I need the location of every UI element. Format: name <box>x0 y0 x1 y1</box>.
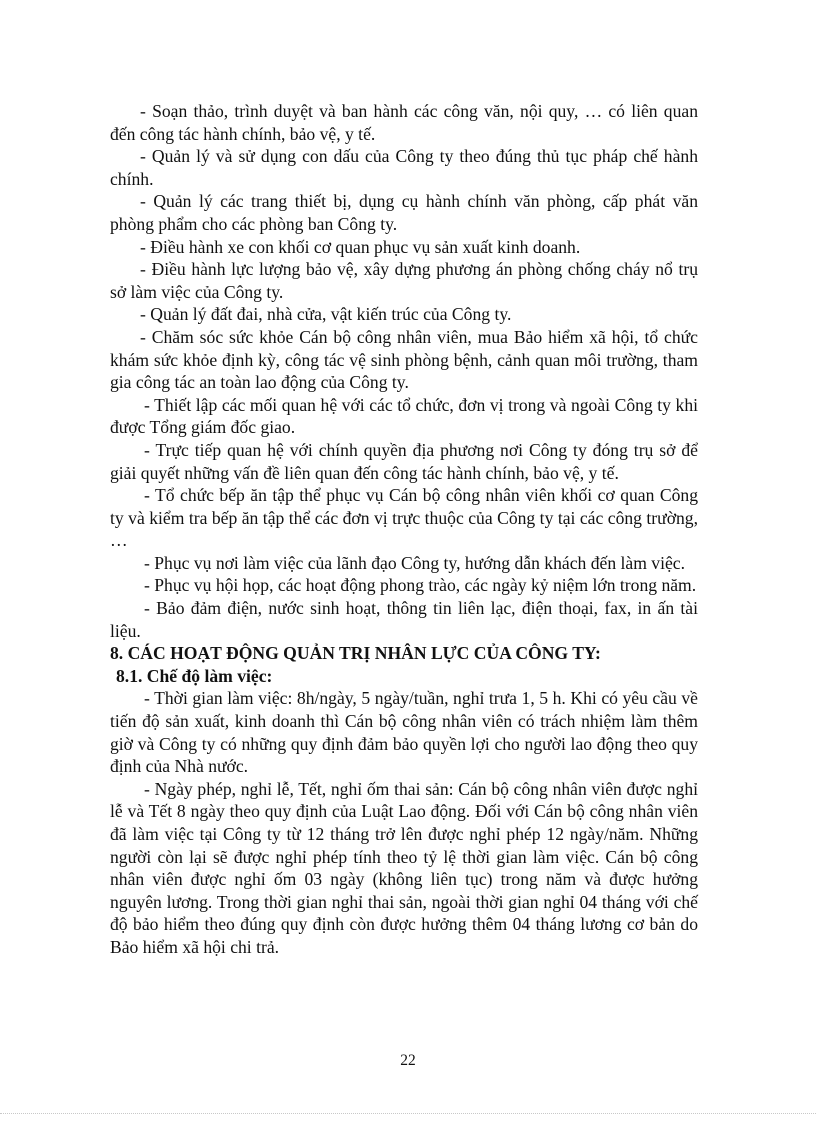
paragraph-local-government: - Trực tiếp quan hệ với chính quyền địa phương nơi Công ty đóng trụ sở để giải quyết những vấn đề liên quan đến công tác hành chính, bảo vệ, y tế. <box>110 439 698 483</box>
paragraph-external-relations: - Thiết lập các mối quan hệ với các tổ chức, đơn vị trong và ngoài Công ty khi được Tổng giám đốc giao. <box>110 394 698 438</box>
paragraph-canteen: - Tổ chức bếp ăn tập thể phục vụ Cán bộ công nhân viên khối cơ quan Công ty và kiểm tra bếp ăn tập thể các đơn vị trực thuộc của Công ty tại các công trường, … <box>110 485 698 551</box>
paragraph-working-hours: - Thời gian làm việc: 8h/ngày, 5 ngày/tuần, nghỉ trưa 1, 5 h. Khi có yêu cầu về tiến độ sản xuất, kinh doanh thì Cán bộ công nhân viên có trách nhiệm làm thêm giờ và Công ty có những quy định đảm bảo quyền lợi cho người lao động theo quy định của Nhà nước. <box>110 688 698 777</box>
paragraph-leave-policy: - Ngày phép, nghỉ lễ, Tết, nghỉ ốm thai sản: Cán bộ công nhân viên được nghỉ lễ và Tết 8 ngày theo quy định của Luật Lao động. Đối với Cán bộ công nhân viên đã làm việc tại Công ty từ 12 tháng trở lên được nghỉ phép 12 ngày/năm. Những người còn lại sẽ được nghỉ phép tính theo tỷ lệ thời gian làm việc. Cán bộ công nhân viên được nghỉ ốm 03 ngày (không liên tục) trong năm và được hưởng nguyên lương. Trong thời gian nghỉ thai sản, ngoài thời gian nghỉ 04 tháng với chế độ bảo hiểm theo đúng quy định còn được hưởng thêm 04 tháng lương cơ bản do Bảo hiểm xã hội chi trả. <box>110 778 698 957</box>
paragraph-office-equipment: - Quản lý các trang thiết bị, dụng cụ hành chính văn phòng, cấp phát văn phòng phẩm cho các phòng ban Công ty. <box>110 191 698 234</box>
paragraph-leadership-service: - Phục vụ nơi làm việc của lãnh đạo Công ty, hướng dẫn khách đến làm việc. <box>144 552 685 573</box>
paragraph-utilities: - Bảo đảm điện, nước sinh hoạt, thông tin liên lạc, điện thoại, fax, in ấn tài liệu. <box>110 598 698 641</box>
paragraph-meetings-events: - Phục vụ hội họp, các hoạt động phong trào, các ngày kỷ niệm lớn trong năm. <box>144 575 697 596</box>
paragraph-health-care: - Chăm sóc sức khỏe Cán bộ công nhân viên, mua Bảo hiểm xã hội, tổ chức khám sức khỏe định kỳ, công tác vệ sinh phòng bệnh, cảnh quan môi trường, tham gia công tác an toàn lao động của Công ty. <box>110 326 698 393</box>
section-heading: 8. CÁC HOẠT ĐỘNG QUẢN TRỊ NHÂN LỰC CỦA CÔNG TY: <box>110 643 601 664</box>
paragraph-land-buildings: - Quản lý đất đai, nhà cửa, vật kiến trúc của Công ty. <box>140 304 512 325</box>
paragraph-company-cars: - Điều hành xe con khối cơ quan phục vụ sản xuất kinh doanh. <box>140 236 581 257</box>
paragraph-company-seal: - Quản lý và sử dụng con dấu của Công ty theo đúng thủ tục pháp chế hành chính. <box>110 146 698 189</box>
paragraph-security-fire-safety: - Điều hành lực lượng bảo vệ, xây dựng phương án phòng chống cháy nổ trụ sở làm việc của Công ty. <box>110 259 698 302</box>
page-bottom-divider <box>0 1113 816 1114</box>
page-content <box>110 100 698 959</box>
page-number: 22 <box>400 1052 416 1069</box>
paragraph-drafting-documents: - Soạn thảo, trình duyệt và ban hành các công văn, nội quy, … có liên quan đến công tác hành chính, bảo vệ, y tế. <box>110 101 698 144</box>
subsection-heading: 8.1. Chế độ làm việc: <box>116 665 273 686</box>
